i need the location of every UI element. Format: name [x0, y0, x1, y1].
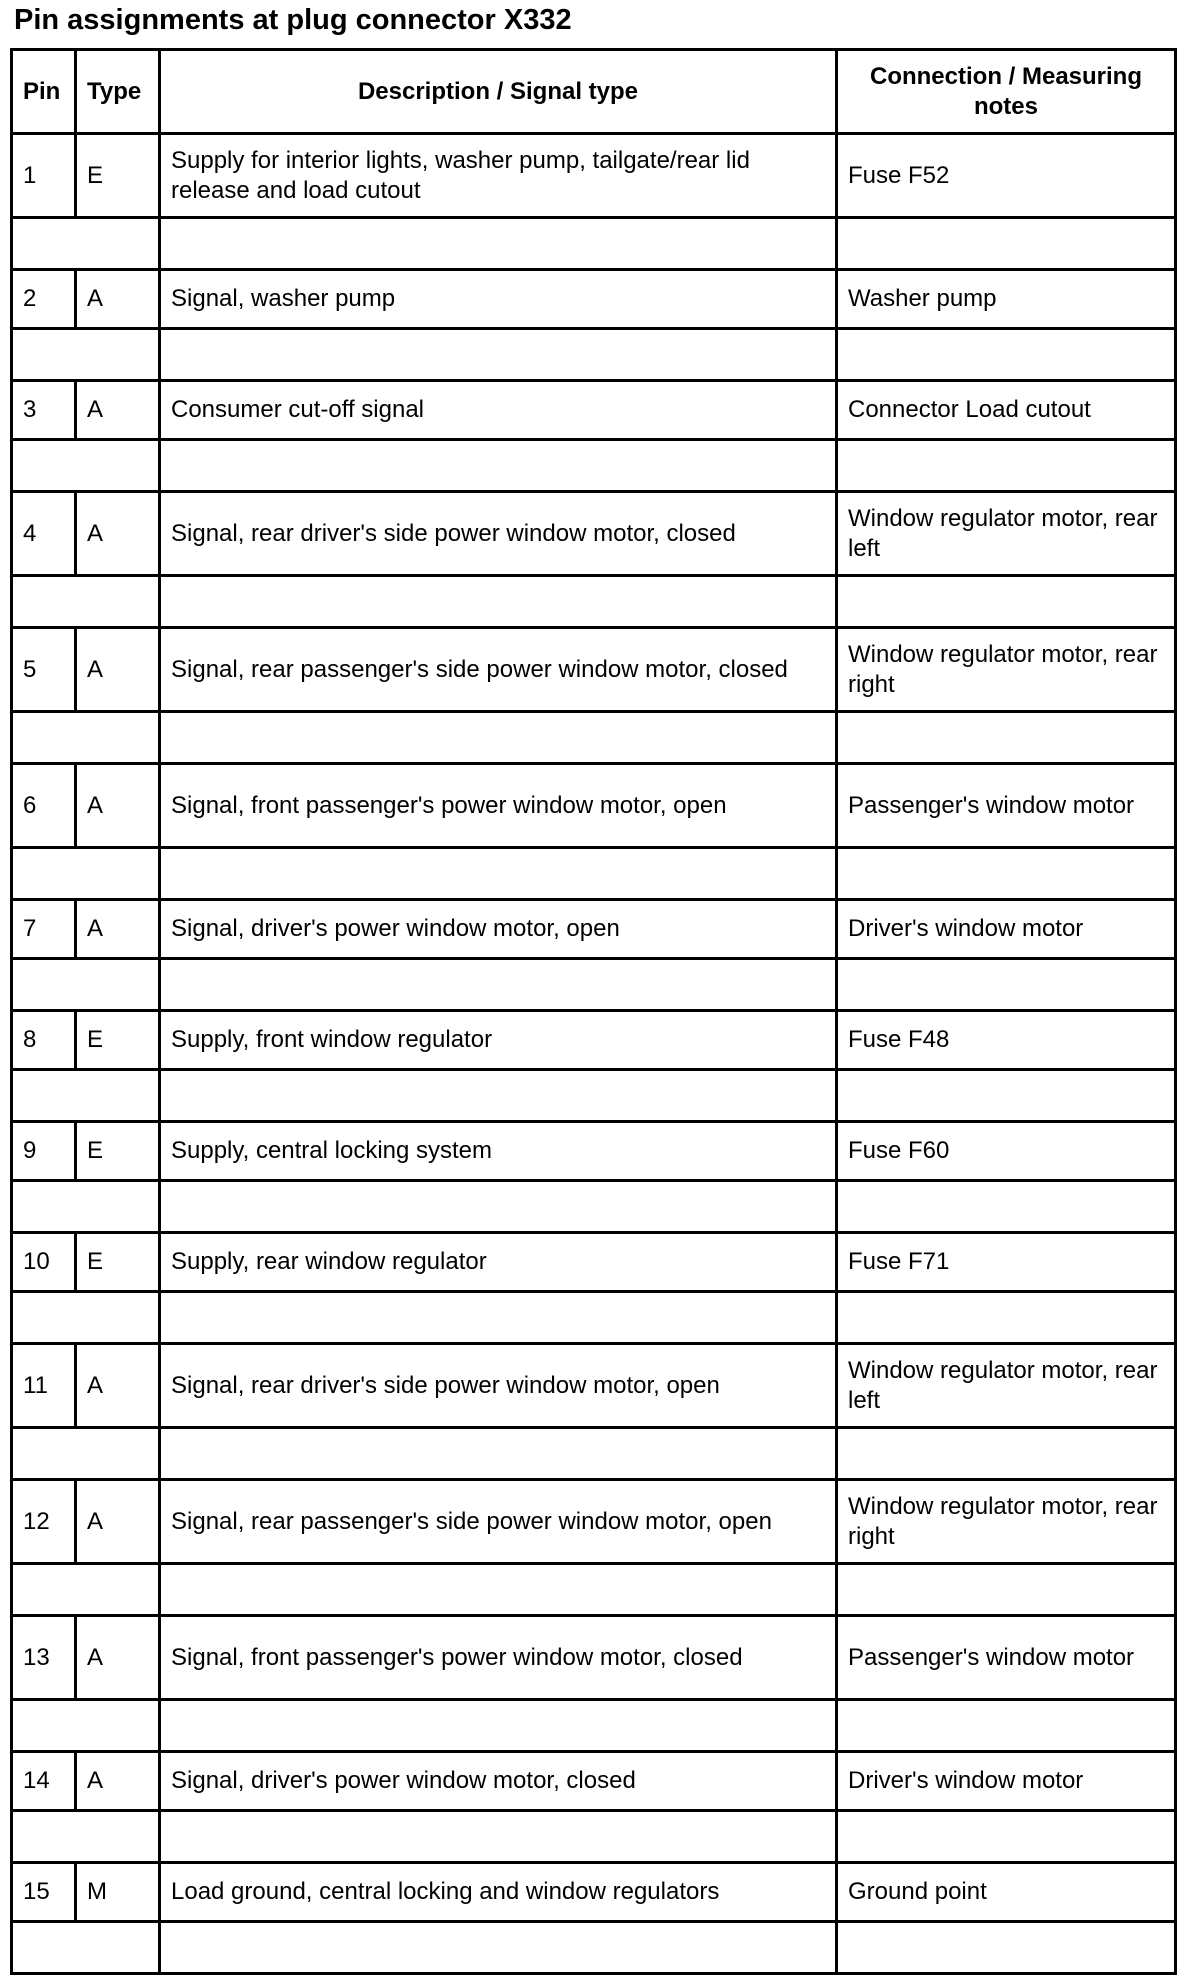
spacer-cell	[12, 1922, 160, 1974]
spacer-cell	[12, 1428, 160, 1480]
table-row	[12, 1344, 1176, 1428]
cell-type: A	[76, 1480, 160, 1564]
cell-connection: Driver's window motor	[837, 1752, 1176, 1811]
table-row	[12, 628, 1176, 712]
cell-pin: 12	[12, 1480, 76, 1564]
spacer-cell	[160, 1564, 837, 1616]
spacer-cell	[12, 712, 160, 764]
cell-type: E	[76, 1233, 160, 1292]
spacer-cell	[837, 712, 1176, 764]
spacer-cell	[837, 959, 1176, 1011]
cell-description: Signal, driver's power window motor, open	[160, 900, 837, 959]
spacer-cell	[12, 329, 160, 381]
table-row	[12, 1122, 1176, 1181]
table-spacer-row	[12, 1564, 1176, 1616]
cell-description: Signal, rear passenger's side power window motor, closed	[160, 628, 837, 712]
spacer-cell	[12, 959, 160, 1011]
cell-description: Load ground, central locking and window regulators	[160, 1863, 837, 1922]
cell-type: A	[76, 764, 160, 848]
cell-description: Signal, front passenger's power window motor, closed	[160, 1616, 837, 1700]
spacer-cell	[837, 1564, 1176, 1616]
spacer-cell	[12, 440, 160, 492]
spacer-cell	[160, 1700, 837, 1752]
table-spacer-row	[12, 712, 1176, 764]
table-spacer-row	[12, 1181, 1176, 1233]
spacer-cell	[160, 218, 837, 270]
column-header-pin: Pin	[12, 50, 76, 134]
cell-type: A	[76, 1752, 160, 1811]
table-row	[12, 764, 1176, 848]
table-row	[12, 492, 1176, 576]
cell-connection: Fuse F48	[837, 1011, 1176, 1070]
cell-pin: 14	[12, 1752, 76, 1811]
spacer-cell	[837, 1292, 1176, 1344]
cell-type: A	[76, 381, 160, 440]
column-header-type: Type	[76, 50, 160, 134]
spacer-cell	[837, 1700, 1176, 1752]
table-spacer-row	[12, 329, 1176, 381]
spacer-cell	[837, 1922, 1176, 1974]
table-row	[12, 1011, 1176, 1070]
spacer-cell	[837, 1070, 1176, 1122]
table-spacer-row	[12, 1428, 1176, 1480]
cell-type: A	[76, 270, 160, 329]
page-title: Pin assignments at plug connector X332	[14, 4, 572, 36]
column-header-description: Description / Signal type	[160, 50, 837, 134]
cell-pin: 15	[12, 1863, 76, 1922]
spacer-cell	[160, 329, 837, 381]
spacer-cell	[160, 1922, 837, 1974]
cell-connection: Window regulator motor, rear left	[837, 492, 1176, 576]
spacer-cell	[12, 1070, 160, 1122]
spacer-cell	[12, 1564, 160, 1616]
spacer-cell	[160, 712, 837, 764]
table-spacer-row	[12, 959, 1176, 1011]
spacer-cell	[837, 1811, 1176, 1863]
cell-pin: 8	[12, 1011, 76, 1070]
table-spacer-row	[12, 218, 1176, 270]
spacer-cell	[12, 576, 160, 628]
cell-type: E	[76, 1011, 160, 1070]
cell-type: A	[76, 900, 160, 959]
cell-description: Signal, rear passenger's side power window motor, open	[160, 1480, 837, 1564]
table-row	[12, 270, 1176, 329]
cell-type: A	[76, 628, 160, 712]
cell-connection: Driver's window motor	[837, 900, 1176, 959]
cell-type: E	[76, 134, 160, 218]
cell-connection: Passenger's window motor	[837, 764, 1176, 848]
spacer-cell	[160, 959, 837, 1011]
spacer-cell	[12, 1700, 160, 1752]
table-spacer-row	[12, 1700, 1176, 1752]
cell-type: A	[76, 1616, 160, 1700]
spacer-cell	[837, 848, 1176, 900]
cell-description: Consumer cut-off signal	[160, 381, 837, 440]
spacer-cell	[12, 218, 160, 270]
spacer-cell	[837, 329, 1176, 381]
cell-connection: Fuse F52	[837, 134, 1176, 218]
cell-description: Supply, rear window regulator	[160, 1233, 837, 1292]
cell-pin: 11	[12, 1344, 76, 1428]
cell-pin: 13	[12, 1616, 76, 1700]
cell-connection: Window regulator motor, rear left	[837, 1344, 1176, 1428]
spacer-cell	[160, 1811, 837, 1863]
cell-connection: Window regulator motor, rear right	[837, 628, 1176, 712]
spacer-cell	[837, 218, 1176, 270]
spacer-cell	[12, 1292, 160, 1344]
spacer-cell	[160, 576, 837, 628]
table-row	[12, 1752, 1176, 1811]
spacer-cell	[837, 576, 1176, 628]
table-row	[12, 381, 1176, 440]
table-spacer-row	[12, 1811, 1176, 1863]
column-header-connection: Connection / Measuring notes	[837, 50, 1176, 134]
cell-type: E	[76, 1122, 160, 1181]
cell-description: Supply, front window regulator	[160, 1011, 837, 1070]
cell-description: Supply for interior lights, washer pump, tailgate/rear lid release and load cutout	[160, 134, 837, 218]
spacer-cell	[12, 1811, 160, 1863]
spacer-cell	[12, 848, 160, 900]
cell-description: Signal, front passenger's power window motor, open	[160, 764, 837, 848]
cell-connection: Washer pump	[837, 270, 1176, 329]
cell-pin: 3	[12, 381, 76, 440]
spacer-cell	[160, 1428, 837, 1480]
spacer-cell	[837, 440, 1176, 492]
cell-pin: 10	[12, 1233, 76, 1292]
table-row	[12, 134, 1176, 218]
table-row	[12, 900, 1176, 959]
cell-pin: 6	[12, 764, 76, 848]
cell-pin: 4	[12, 492, 76, 576]
cell-pin: 9	[12, 1122, 76, 1181]
cell-connection: Connector Load cutout	[837, 381, 1176, 440]
cell-type: A	[76, 1344, 160, 1428]
spacer-cell	[160, 848, 837, 900]
cell-description: Signal, rear driver's side power window motor, open	[160, 1344, 837, 1428]
spacer-cell	[12, 1181, 160, 1233]
spacer-cell	[160, 1181, 837, 1233]
cell-connection: Window regulator motor, rear right	[837, 1480, 1176, 1564]
spacer-cell	[160, 1292, 837, 1344]
cell-type: M	[76, 1863, 160, 1922]
cell-pin: 1	[12, 134, 76, 218]
table-row	[12, 1480, 1176, 1564]
cell-connection: Ground point	[837, 1863, 1176, 1922]
table-spacer-row	[12, 440, 1176, 492]
cell-connection: Passenger's window motor	[837, 1616, 1176, 1700]
table-spacer-row	[12, 848, 1176, 900]
spacer-cell	[837, 1181, 1176, 1233]
pin-assignment-table	[10, 48, 1177, 1975]
table-row	[12, 1233, 1176, 1292]
table-row	[12, 1616, 1176, 1700]
table-header-row	[12, 50, 1176, 134]
cell-pin: 2	[12, 270, 76, 329]
table-spacer-row	[12, 1070, 1176, 1122]
spacer-cell	[160, 1070, 837, 1122]
spacer-cell	[160, 440, 837, 492]
cell-pin: 7	[12, 900, 76, 959]
cell-connection: Fuse F60	[837, 1122, 1176, 1181]
cell-connection: Fuse F71	[837, 1233, 1176, 1292]
table-spacer-row	[12, 576, 1176, 628]
cell-description: Supply, central locking system	[160, 1122, 837, 1181]
spacer-cell	[837, 1428, 1176, 1480]
cell-description: Signal, driver's power window motor, closed	[160, 1752, 837, 1811]
cell-type: A	[76, 492, 160, 576]
cell-description: Signal, rear driver's side power window motor, closed	[160, 492, 837, 576]
cell-description: Signal, washer pump	[160, 270, 837, 329]
table-spacer-row	[12, 1922, 1176, 1974]
table-row	[12, 1863, 1176, 1922]
cell-pin: 5	[12, 628, 76, 712]
table-spacer-row	[12, 1292, 1176, 1344]
